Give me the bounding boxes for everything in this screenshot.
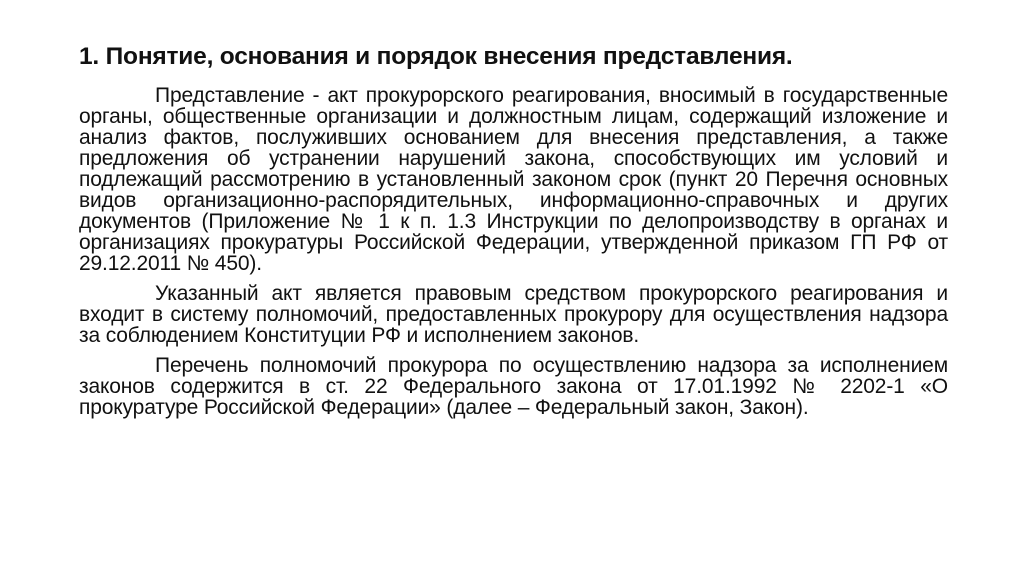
paragraph-legal-means: Указанный акт является правовым средством прокурорского реагирования и входит в систему полномочий, предоставленных прокурору для осуществления надзора за соблюдением Конституции РФ и исполнением законов. — [79, 282, 948, 347]
paragraph-definition: Представление - акт прокурорского реагирования, вносимый в государственные органы, общественные организации и должностным лицам, содержащий изложение и анализ фактов, послуживших основанием для внесения представления, а также предложения об устранении нарушений закона, способствующих им условий и подлежащий рассмотрению в установленный законом срок (пункт 20 Перечня основных видов организационно-распорядительных, информационно-справочных и других документов (Приложение № 1 к п. 1.3 Инструкции по делопроизводству в органах и организациях прокуратуры Российской Федерации, утвержденной приказом ГП РФ от 29.12.2011 № 450). — [79, 84, 948, 275]
slide-body — [79, 85, 948, 427]
paragraph-powers-list: Перечень полномочий прокурора по осуществлению надзора за исполнением законов содержится в ст. 22 Федерального закона от 17.01.1992 № 2202-1 «О прокуратуре Российской Федерации» (далее – Федеральный закон, Закон). — [79, 354, 948, 419]
slide-title: 1. Понятие, основания и порядок внесения представления. — [79, 43, 793, 70]
